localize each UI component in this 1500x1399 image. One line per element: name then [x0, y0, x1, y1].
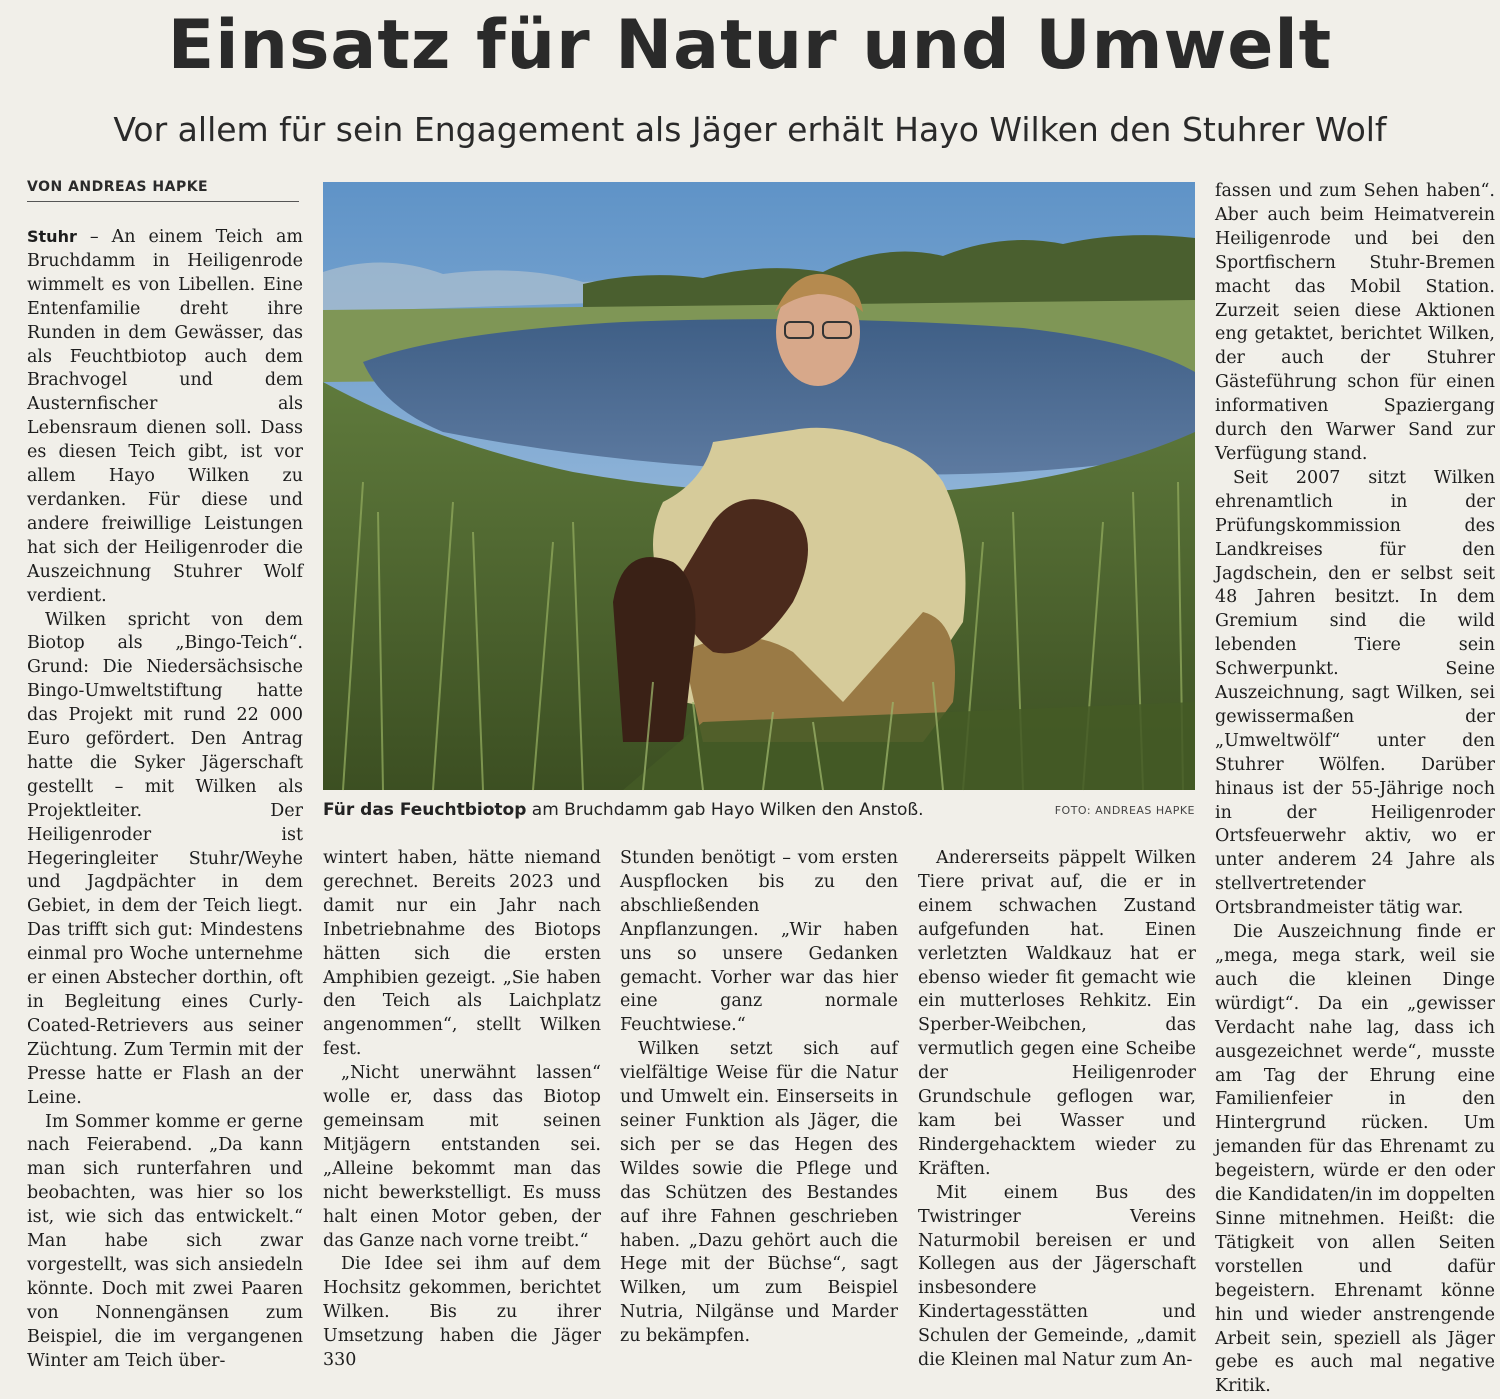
paragraph-text: – An einem Teich am Bruchdamm in Heiligenrode wimmelt es von Libellen. Eine Entenfamilie dreht ihre Runden in dem Gewässer, das als Feuchtbiotop auch dem Brachvogel und dem Austernfischer als Lebensraum dienen soll. Dass es diesen Teich gibt, ist vor allem Hayo Wilken zu verdanken. Für diese und andere freiwillige Leistungen hat sich der Heiligenroder die Auszeichnung Stuhrer Wolf verdient. — [27, 227, 303, 606]
dateline: Stuhr — [27, 227, 77, 246]
paragraph: Im Sommer komme er gerne nach Feierabend. „Da kann man sich runterfahren und beobachten, was hier so los ist, wie sich das entwickelt.“ Man habe sich zwar vorgestellt, was sich ansiedeln könnte. Doch mit zwei Paaren von Nonnengänsen zum Beispiel, die im vergangenen Winter am Teich über- — [27, 1111, 303, 1371]
paragraph: Die Idee sei ihm auf dem Hochsitz gekommen, berichtet Wilken. Bis zu ihrer Umsetzung haben die Jäger 330 — [323, 1254, 601, 1371]
paragraph: Die Auszeichnung finde er „mega, mega stark, weil sie auch die kleinen Dinge würdigt“. Da ein „gewisser Verdacht nahe lag, dass ich ausgezeichnet werde“, musste am Tag der Ehrung eine Familienfeier in den Hintergrund rücken. Um jemanden für das Ehrenamt zu begeistern, würde er den oder die Kandidaten/in im doppelten Sinne mitnehmen. Heißt: die Tätigkeit von allen Seiten vorstellen und dafür begeistern. Ehrenamt könne hin und wieder anstrengende Arbeit sein, speziell als Jäger gebe es auch mal negative Kritik. — [1215, 922, 1495, 1397]
paragraph: fassen und zum Sehen haben“. Aber auch beim Heimatverein Heiligenrode und bei den Sportfischern Stuhr-Bremen macht das Mobil Station. Zurzeit seien diese Aktionen eng getaktet, berichtet Wilken, der auch der Stuhrer Gästeführung schon für einen informativen Spaziergang durch den Warwer Sand zur Verfügung stand. — [1215, 181, 1495, 464]
subheadline: Vor allem für sein Engagement als Jäger erhält Hayo Wilken den Stuhrer Wolf — [113, 110, 1387, 149]
paragraph: Wilken setzt sich auf vielfältige Weise für die Natur und Umwelt ein. Einserseits in seiner Funktion als Jäger, die sich per se das Hegen des Wildes sowie die Pflege und das Schützen des Bestandes auf ihre Fahnen geschrieben haben. „Dazu gehört auch die Hege mit der Büchse“, sagt Wilken, um zum Beispiel Nutria, Nilgänse und Marder zu bekämpfen. — [620, 1039, 898, 1347]
paragraph: Stunden benötigt – vom ersten Auspflocken bis zu den abschließenden Anpflanzungen. „Wir haben uns so unsere Gedanken gemacht. Vorher war das hier eine ganz normale Feuchtwiese.“ — [620, 848, 898, 1036]
headline: Einsatz für Natur und Umwelt — [167, 6, 1333, 85]
article-column-1 — [27, 225, 303, 1371]
paragraph: Seit 2007 sitzt Wilken ehrenamtlich in der Prüfungskommission des Landkreises für den Jagdschein, den er selbst seit 48 Jahren besitzt. In dem Gremium sind die wild lebenden Tiere sein Schwerpunkt. Seine Auszeichnung, sagt Wilken, sei gewissermaßen der „Umweltwölf“ unter den Stuhrer Wölfen. Darüber hinaus ist der 55-Jährige noch in der Heiligenroder Ortsfeuerwehr aktiv, wo er unter anderem 24 Jahre als stellvertretender Ortsbrandmeister tätig war. — [1215, 467, 1495, 919]
caption-text: am Bruchdamm gab Hayo Wilken den Anstoß. — [531, 800, 924, 820]
article-photo — [323, 182, 1195, 790]
byline: VON ANDREAS HAPKE — [27, 179, 299, 202]
article-column-4 — [918, 847, 1196, 1371]
article-column-3 — [620, 847, 898, 1347]
photo-illustration — [323, 182, 1195, 790]
article-column-5 — [1215, 180, 1495, 1397]
paragraph: Andererseits päppelt Wilken Tiere privat auf, die er in einem schwachen Zustand aufgefunden hat. Einen verletzten Waldkauz hat er ebenso wieder fit gemacht wie ein mutterloses Rehkitz. Ein Sperber-Weibchen, das vermutlich gegen eine Scheibe der Heiligenroder Grundschule geflogen war, kam bei Wasser und Rindergehacktem wieder zu Kräften. — [918, 848, 1196, 1179]
paragraph: Mit einem Bus des Twistringer Vereins Naturmobil bereisen er und Kollegen aus der Jägerschaft insbesondere Kindertagesstätten und Schulen der Gemeinde, „damit die Kleinen mal Natur zum An- — [918, 1182, 1196, 1371]
paragraph: wintert haben, hätte niemand gerechnet. Bereits 2023 und damit nur ein Jahr nach Inbetriebnahme des Biotops hätten sich die ersten Amphibien gezeigt. „Sie haben den Teich als Laichplatz angenommen“, stellt Wilken fest. — [323, 848, 601, 1060]
paragraph: Wilken spricht von dem Biotop als „Bingo-Teich“. Grund: Die Niedersächsische Bingo-Umweltstiftung hatte das Projekt mit rund 22 000 Euro gefördert. Den Antrag hatte die Syker Jägerschaft gestellt – mit Wilken als Projektleiter. Der Heiligenroder ist Hegeringleiter Stuhr/Weyhe und Jagdpächter in dem Gebiet, in dem der Teich liegt. Das trifft sich gut: Mindestens einmal pro Woche unternehme er einen Abstecher dorthin, oft in Begleitung eines Curly-Coated-Retrievers aus seiner Züchtung. Zum Termin mit der Presse hatte er Flash an der Leine. — [27, 609, 303, 1108]
caption-lead: Für das Feuchtbiotop — [323, 800, 527, 820]
photo-caption — [323, 800, 1195, 830]
paragraph — [27, 225, 303, 609]
article-column-2 — [323, 847, 601, 1371]
photo-credit: FOTO: ANDREAS HAPKE — [1054, 804, 1195, 817]
paragraph: „Nicht unerwähnt lassen“ wolle er, dass das Biotop gemeinsam mit seinen Mitjägern entstanden sei. „Alleine bekommt man das nicht bewerkstelligt. Es muss halt einen Motor geben, der das Ganze nach vorne treibt.“ — [323, 1063, 601, 1251]
